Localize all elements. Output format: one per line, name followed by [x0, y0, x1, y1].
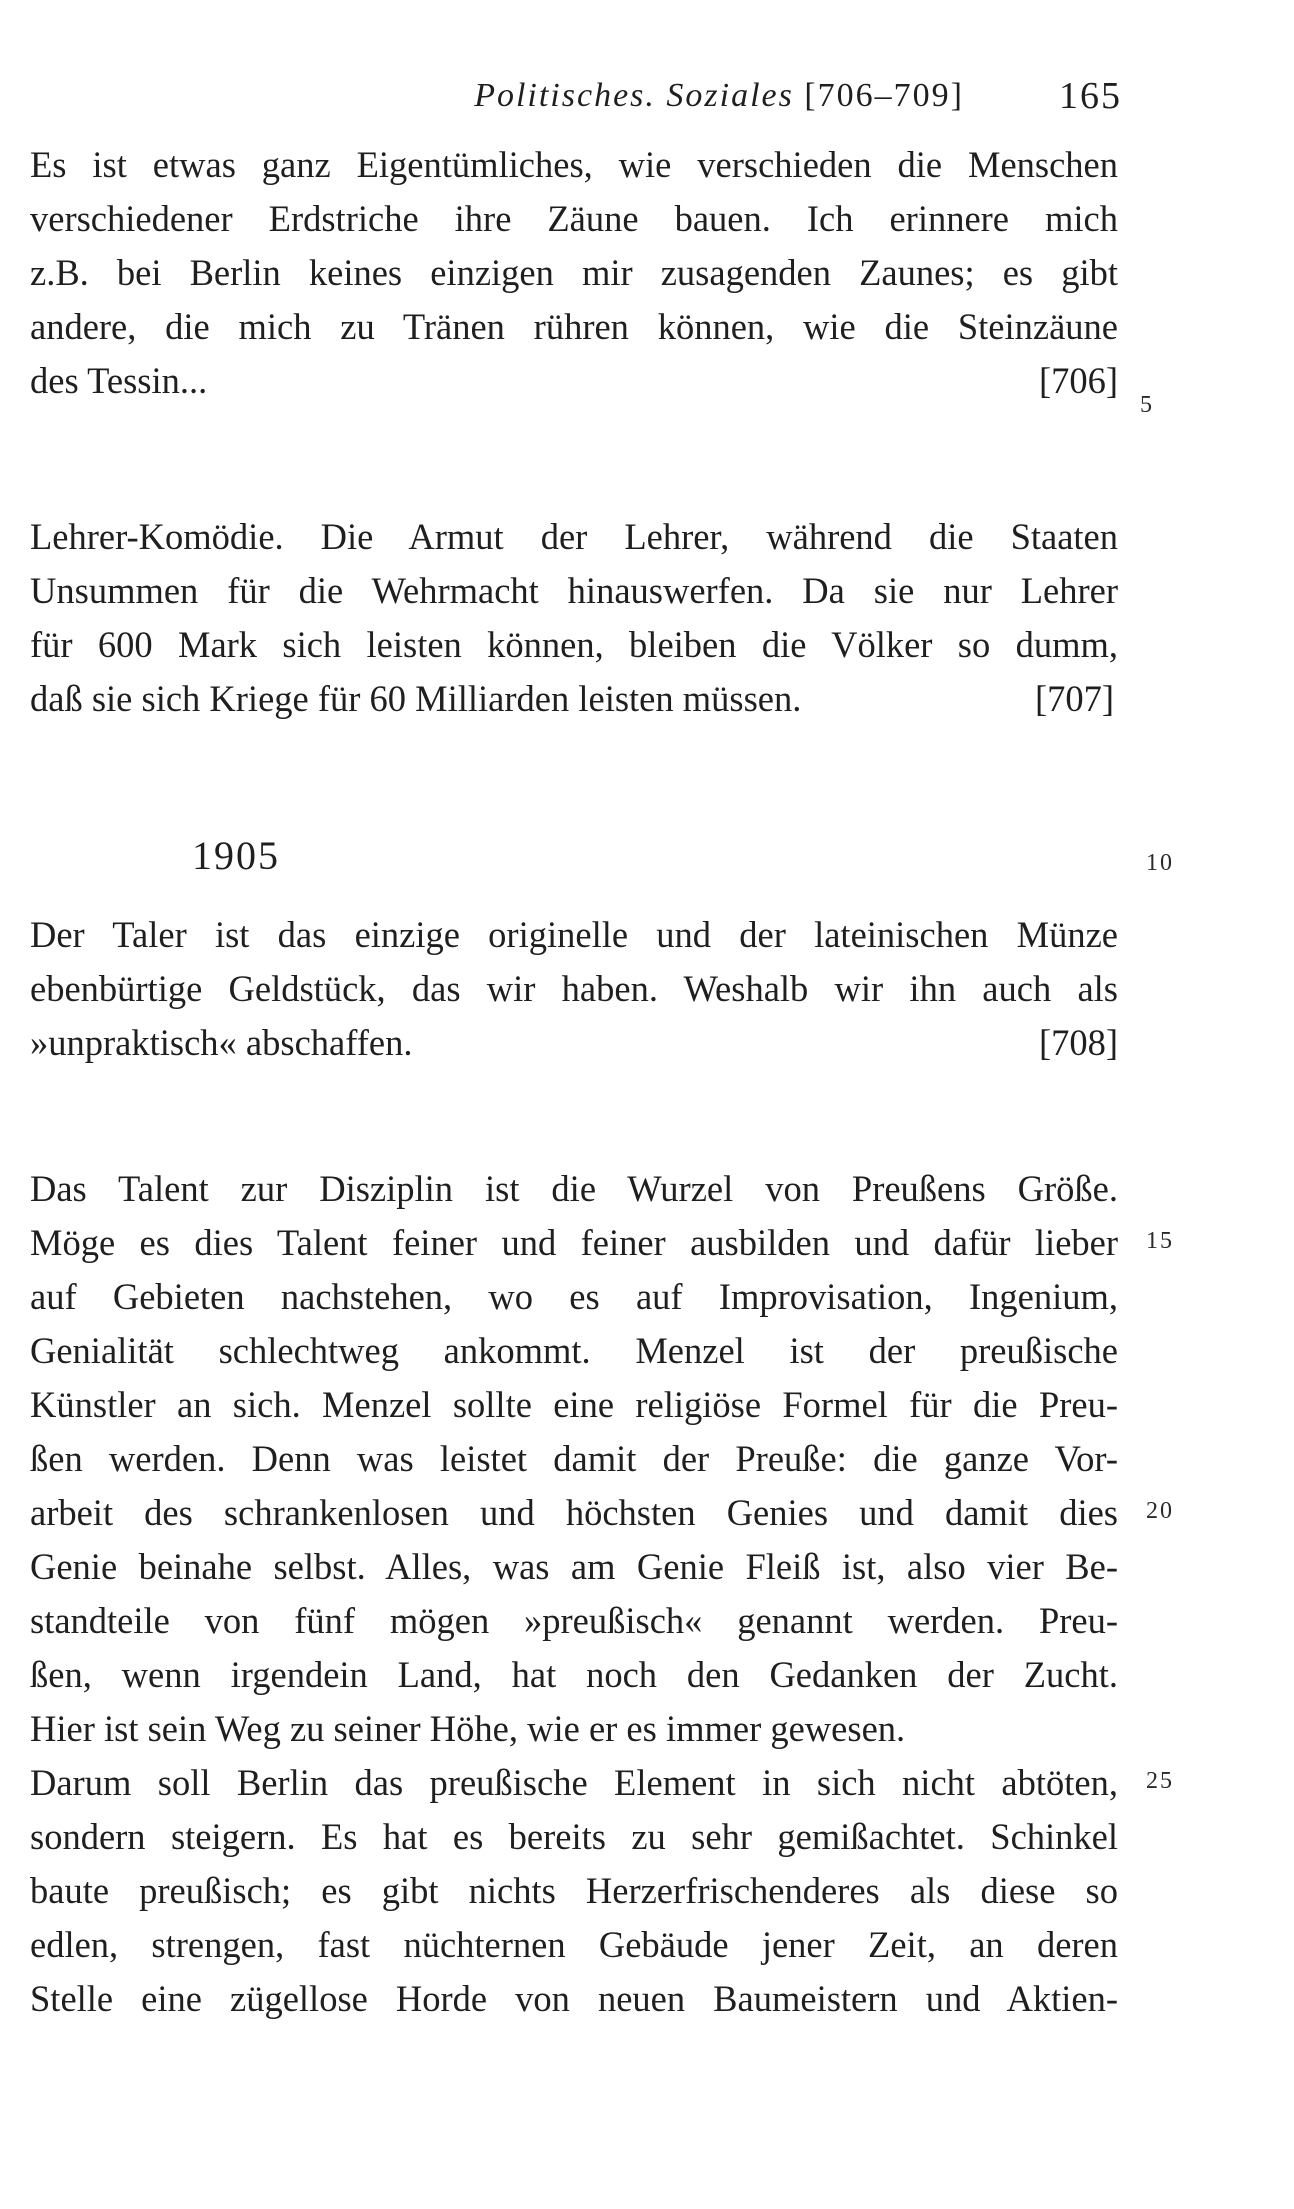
text-line — [30, 1016, 1118, 1070]
text-line: ßen, wenn irgendein Land, hat noch den Gedanken der Zucht. — [30, 1654, 1118, 1695]
text-line: auf Gebieten nachstehen, wo es auf Improvisation, Ingenium, — [30, 1276, 1118, 1317]
text-line: Lehrer-Komödie. Die Armut der Lehrer, während die Staaten — [30, 516, 1118, 557]
entry-707 — [30, 510, 1118, 726]
running-header — [0, 66, 1122, 126]
text-line: Genialität schlechtweg ankommt. Menzel ist der preußische — [30, 1330, 1118, 1371]
line-number: 25 — [1146, 1768, 1174, 1794]
line-number: 10 — [1146, 850, 1174, 876]
text-line: Der Taler ist das einzige originelle und der lateinischen Münze — [30, 914, 1118, 955]
text-line: z.B. bei Berlin keines einzigen mir zusagenden Zaunes; es gibt — [30, 252, 1118, 293]
text-line: andere, die mich zu Tränen rühren können, wie die Steinzäune — [30, 306, 1118, 347]
text-line: Künstler an sich. Menzel sollte eine religiöse Formel für die Preu- — [30, 1384, 1118, 1425]
page-number: 165 — [1059, 75, 1122, 117]
header-range: [706–709] — [804, 77, 964, 114]
year-heading: 1905 — [192, 833, 280, 878]
entry-708 — [30, 908, 1118, 1070]
text-line-content: des Tessin... — [30, 360, 208, 401]
entry-reference: [706] — [1038, 360, 1118, 401]
text-line: ßen werden. Denn was leistet damit der Preuße: die ganze Vor- — [30, 1438, 1118, 1479]
text-line: Das Talent zur Disziplin ist die Wurzel von Preußens Größe. — [30, 1168, 1118, 1209]
text-line — [30, 354, 1118, 408]
text-line: Es ist etwas ganz Eigentümliches, wie verschieden die Menschen — [30, 144, 1118, 185]
text-line: Darum soll Berlin das preußische Element in sich nicht abtöten, — [30, 1762, 1118, 1803]
text-line: Genie beinahe selbst. Alles, was am Genie Fleiß ist, also vier Be- — [30, 1546, 1118, 1587]
line-number: 20 — [1146, 1498, 1174, 1524]
header-title-text: Politisches. Soziales — [474, 77, 794, 114]
line-number: 15 — [1146, 1228, 1174, 1254]
text-line: Stelle eine zügellose Horde von neuen Baumeistern und Aktien- — [30, 1978, 1118, 2019]
text-line: arbeit des schrankenlosen und höchsten Genies und damit dies — [30, 1492, 1118, 1533]
text-line: für 600 Mark sich leisten können, bleiben die Völker so dumm, — [30, 624, 1118, 665]
entry-709 — [30, 1162, 1118, 2026]
text-line: sondern steigern. Es hat es bereits zu sehr gemißachtet. Schinkel — [30, 1816, 1118, 1857]
text-line: ebenbürtige Geldstück, das wir haben. Weshalb wir ihn auch als — [30, 968, 1118, 1009]
text-line: Unsummen für die Wehrmacht hinauswerfen. Da sie nur Lehrer — [30, 570, 1118, 611]
text-line: Möge es dies Talent feiner und feiner ausbilden und dafür lieber — [30, 1222, 1118, 1263]
text-line: Hier ist sein Weg zu seiner Höhe, wie er es immer gewesen. — [30, 1708, 906, 1749]
text-line-content: »unpraktisch« abschaffen. — [30, 1022, 413, 1063]
text-line: baute preußisch; es gibt nichts Herzerfrischenderes als diese so — [30, 1870, 1118, 1911]
text-line: standteile von fünf mögen »preußisch« genannt werden. Preu- — [30, 1600, 1118, 1641]
entry-706 — [30, 138, 1118, 408]
text-line — [30, 672, 1118, 726]
text-line-content: daß sie sich Kriege für 60 Milliarden leisten müssen. — [30, 678, 802, 719]
entry-reference: [707] — [1034, 678, 1114, 719]
running-header-title — [474, 66, 964, 126]
text-line: edlen, strengen, fast nüchternen Gebäude jener Zeit, an deren — [30, 1924, 1118, 1965]
text-line: verschiedener Erdstriche ihre Zäune bauen. Ich erinnere mich — [30, 198, 1118, 239]
line-number: 5 — [1140, 392, 1154, 418]
entry-reference: [708] — [1038, 1022, 1118, 1063]
